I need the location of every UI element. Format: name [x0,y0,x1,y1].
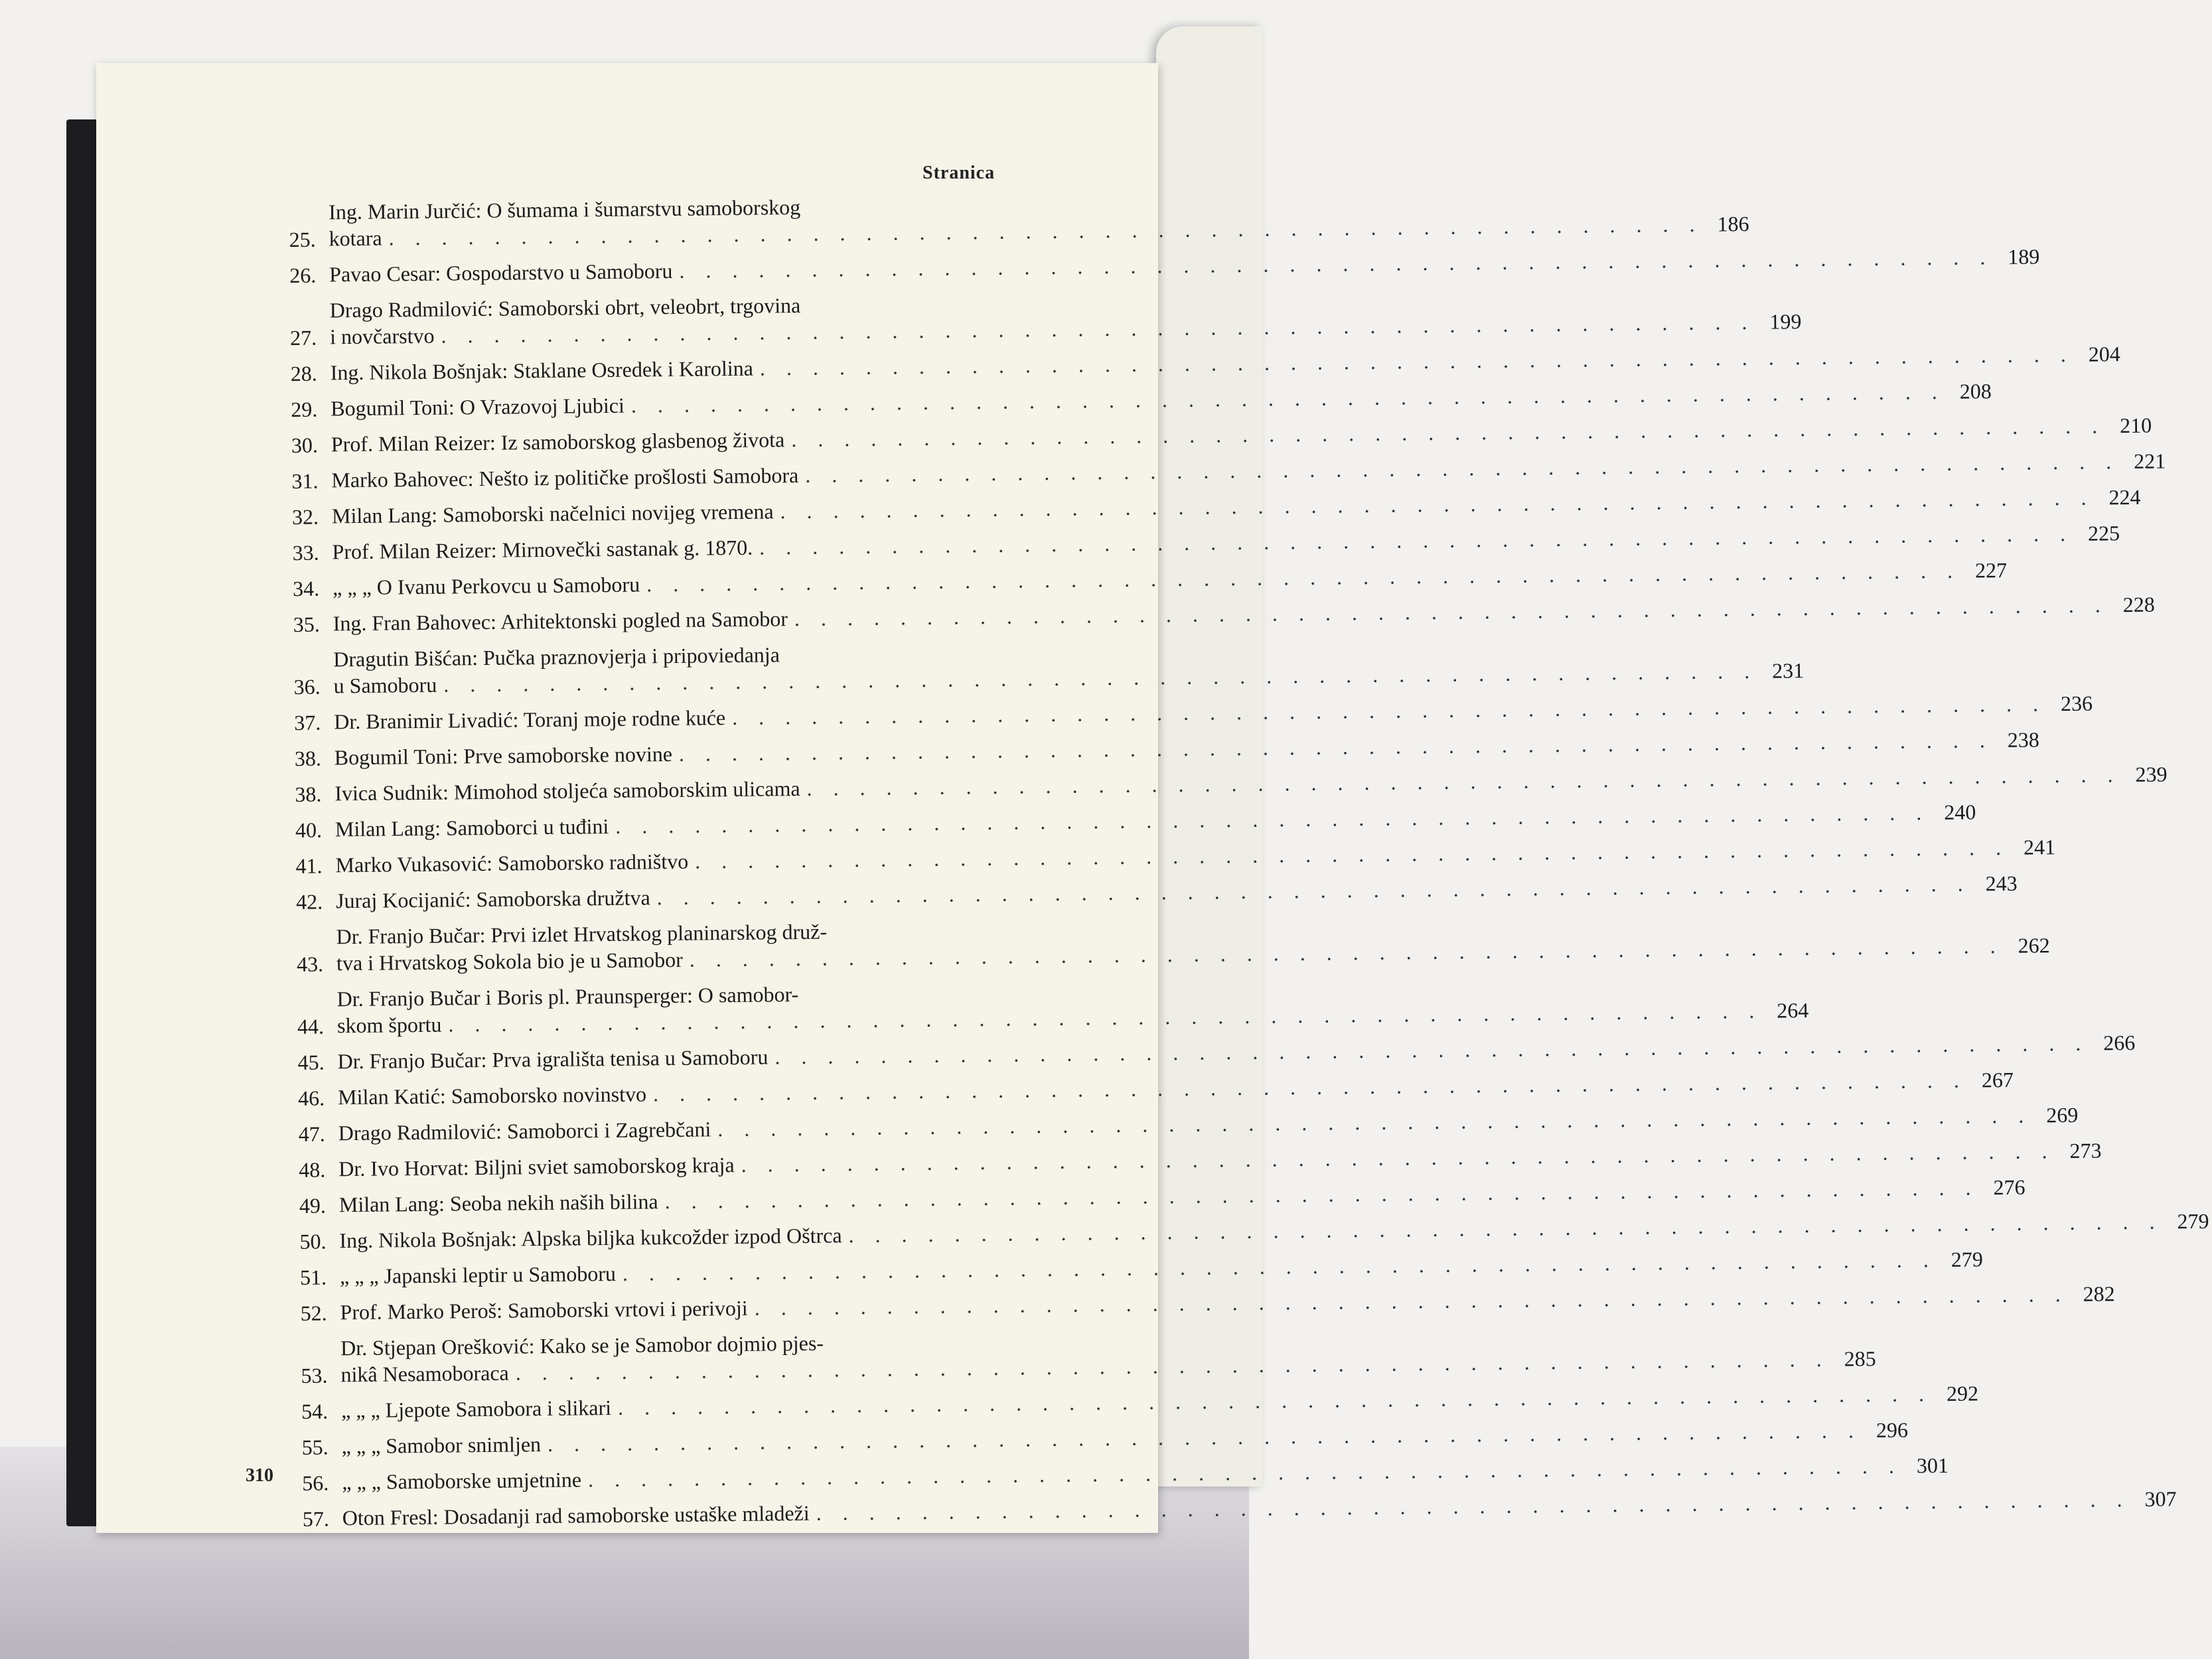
entry-page: 279 [1951,1247,1983,1271]
toc-entry [292,521,2120,565]
entry-number: 36. [293,674,321,699]
entry-title: Milan Lang: Seoba nekih naših bilina [338,1189,658,1217]
toc-entry [297,1030,2136,1075]
toc-entry [291,379,1992,422]
entry-page: 236 [2060,691,2093,716]
entry-title: Pavao Cesar: Gospodarstvo u Samoboru [329,258,673,287]
leader-dots [805,448,2119,488]
entry-page: 264 [1777,998,1809,1023]
entry-number: 32. [291,504,319,529]
leader-dots [791,412,2105,453]
entry-number: 56. [302,1471,329,1495]
entry-number: 31. [291,469,319,493]
leader-dots [774,1030,2089,1070]
entry-number: 52. [300,1301,327,1325]
entry-page: 221 [2133,449,2166,473]
entry-title: „ „ „ O Ivanu Perkovcu u Samoboru [332,572,640,600]
leader-dots [695,834,2009,875]
entry-title: Ing. Fran Bahovec: Arhitektonski pogled na Samobor [332,607,788,636]
entry-title: Dr. Branimir Livadić: Toranj moje rodne kuće [334,705,726,734]
leader-dots [732,690,2046,731]
leader-dots [623,1246,1937,1287]
page-header: Stranica [922,163,995,183]
entry-title: Prof. Milan Reizer: Mirnovečki sastanak g. 1870. [332,535,753,564]
entry-number: 26. [289,263,317,287]
toc-entry [299,1247,1983,1290]
entry-number: 53. [301,1363,328,1388]
toc-entry [301,1381,1979,1424]
leader-dots [741,1137,2055,1178]
entry-number: 38. [295,782,322,806]
entry-number: 34. [292,576,320,601]
entry-title: Milan Katić: Samoborsko novinstvo [337,1082,647,1110]
toc-entry [293,592,2155,637]
toc-entry [298,1067,2014,1111]
entry-page: 204 [2088,342,2120,366]
entry-title: Dr. Ivo Horvat: Biljni sviet samoborskog kraja [338,1153,735,1181]
toc-entry [295,800,1976,843]
leader-dots [760,341,2074,382]
toc-entry [299,1208,2209,1254]
leader-dots [646,557,1960,598]
entry-number: 35. [293,612,320,636]
leader-dots [653,1067,1967,1108]
entry-title: Marko Bahovec: Nešto iz političke prošlosti Samobora [331,463,799,492]
entry-number: 55. [301,1435,329,1459]
leader-dots [664,1174,1978,1214]
entry-title: „ „ „ Japanski leptir u Samoboru [339,1261,617,1289]
entry-title: Prof. Marko Peroš: Samoborski vrtovi i perivoji [340,1295,748,1325]
entry-page: 231 [1771,658,1805,683]
entry-page: 266 [2103,1030,2136,1055]
entry-page: 243 [1985,871,2018,896]
entry-title: Dr. Stjepan Orešković: Kako se je Samobor dojmio pjes- [340,1331,824,1360]
leader-dots [631,378,1945,419]
toc-entry [289,244,2040,288]
entry-title: Ing. Nikola Bošnjak: Staklane Osredek i Karolina [330,356,754,385]
entry-page: 241 [2023,835,2056,859]
entry-page: 189 [2008,244,2040,269]
page-number: 310 [246,1465,273,1486]
toc-entry [295,835,2056,879]
entry-number: 29. [291,397,318,421]
leader-dots [656,871,1970,911]
toc-entry [290,342,2120,386]
entry-title: i novčarstvo [329,323,435,349]
toc-entry [291,484,2141,530]
leader-dots [806,761,2120,802]
toc-entry [299,1138,2102,1183]
entry-title: „ „ „ Samobor snimljen [341,1432,542,1459]
leader-dots [816,1486,2130,1526]
entry-number: 45. [297,1050,325,1074]
entry-page: 273 [2069,1138,2102,1163]
toc-entry [297,979,1809,1039]
entry-title: Prof. Milan Reizer: Iz samoborskog glasbenog života [331,427,785,457]
entry-title: Juraj Kocijanić: Samoborska družtva [335,885,650,913]
entry-number: 47. [298,1121,325,1146]
entry-number: 41. [295,853,323,878]
entry-page: 279 [2177,1208,2209,1234]
entry-title: Dragutin Bišćan: Pučka praznovjerja i pripoviedanja [333,642,780,672]
entry-page: 228 [2122,592,2155,617]
toc-entry [294,691,2093,735]
entry-number: 57. [302,1506,330,1531]
entry-title: u Samoboru [333,672,437,698]
toc-entry [302,1453,1949,1496]
entry-number: 44. [297,1014,325,1039]
entry-number: 50. [299,1229,327,1254]
entry-title: tva i Hrvatskog Sokola bio je u Samobor [336,947,683,975]
entry-page: 225 [2087,521,2120,545]
entry-page: 238 [2007,727,2040,752]
entry-number: 33. [292,540,319,565]
entry-number: 28. [290,361,317,386]
entry-page: 269 [2046,1102,2079,1127]
entry-page: 285 [1844,1346,1876,1371]
entry-title: Dr. Franjo Bučar: Prva igrališta tenisa u Samoboru [337,1045,769,1074]
entry-title: skom športu [336,1012,442,1038]
entry-number: 48. [299,1157,326,1182]
table-of-contents [289,192,2209,1541]
entry-title: Bogumil Toni: Prve samoborske novine [334,741,673,770]
entry-page: 227 [1974,557,2008,583]
entry-number: 30. [291,433,319,457]
entry-title: Ing. Marin Jurčić: O šumama i šumarstvu samoborskog [329,194,801,224]
entry-page: 307 [2144,1486,2177,1511]
leader-dots [679,244,1993,284]
entry-page: 210 [2119,413,2152,438]
toc-entry [289,192,1749,252]
entry-number: 38. [294,746,322,770]
entry-title: Dr. Franjo Bučar: Prvi izlet Hrvatskog planinarskog druž- [336,919,828,949]
entry-title: Dr. Franjo Bučar i Boris pl. Praunsperger: O samobor- [336,982,799,1011]
toc-entry [293,639,1805,699]
entry-title: „ „ „ Samoborske umjetnine [342,1467,582,1494]
entry-title: Ivica Sudnik: Mimohod stoljeća samoborskim ulicama [334,776,800,806]
entry-page: 292 [1946,1381,1979,1406]
leader-dots [679,727,1993,767]
leader-dots [618,1380,1932,1421]
toc-entry [301,1328,1876,1388]
toc-entry [291,413,2152,458]
entry-title: Drago Radmilović: Samoborci i Zagrebčani [338,1117,711,1145]
toc-entry [299,1175,2026,1218]
entry-page: 199 [1769,309,1802,334]
leader-dots [754,1281,2068,1321]
toc-entry [291,449,2166,494]
entry-page: 267 [1981,1067,2014,1092]
entry-title: Marko Vukasović: Samoborsko radništvo [335,849,689,877]
leader-dots [717,1102,2031,1143]
toc-entry [294,727,2040,771]
entry-number: 46. [298,1086,325,1110]
entry-page: 262 [2018,933,2050,958]
entry-title: Oton Fresl: Dosadanji rad samoborske ustaške mladeži [342,1500,810,1530]
toc-entry [292,557,2008,601]
leader-dots [780,484,2094,525]
toc-entry [295,871,2018,914]
entry-number: 42. [295,889,323,914]
entry-title: Milan Lang: Samoborski načelnici novijeg vremena [331,499,774,528]
toc-entry [295,762,2168,807]
entry-page: 208 [1959,379,1992,403]
entry-number: 49. [299,1193,327,1218]
entry-page: 301 [1916,1453,1949,1478]
entry-title: „ „ „ Ljepote Samobora i slikari [340,1396,612,1423]
entry-title: kotara [329,226,382,251]
entry-title: nikâ Nesamoboraca [340,1360,509,1387]
toc-entry [296,916,2050,977]
entry-page: 296 [1876,1417,1909,1443]
toc-entry [300,1281,2115,1326]
entry-title: Ing. Nikola Bošnjak: Alpska biljka kukcožder izpod Oštrca [339,1223,842,1253]
entry-page: 240 [1944,800,1976,824]
entry-title: Drago Radmilović: Samoborski obrt, veleobrt, trgovina [329,293,801,323]
toc-entry [290,290,1802,350]
entry-page: 239 [2135,762,2168,786]
entry-number: 25. [289,227,316,252]
toc-entry [301,1417,1909,1460]
entry-number: 40. [295,818,323,842]
entry-number: 37. [294,710,321,735]
entry-number: 27. [290,325,317,350]
entry-page: 186 [1717,211,1749,236]
leader-dots [615,799,1929,839]
leader-dots [794,591,2108,632]
toc-entry [298,1102,2079,1147]
toc-entry [302,1486,2177,1532]
entry-page: 282 [2083,1281,2115,1306]
leader-dots [759,520,2073,561]
entry-page: 224 [2108,484,2141,510]
entry-number: 51. [299,1265,327,1289]
entry-page: 276 [1993,1175,2026,1200]
entry-number: 54. [301,1399,329,1423]
entry-title: Bogumil Toni: O Vrazovoj Ljubici [331,393,625,421]
entry-number: 43. [296,952,324,976]
entry-title: Milan Lang: Samoborci u tuđini [334,814,609,841]
